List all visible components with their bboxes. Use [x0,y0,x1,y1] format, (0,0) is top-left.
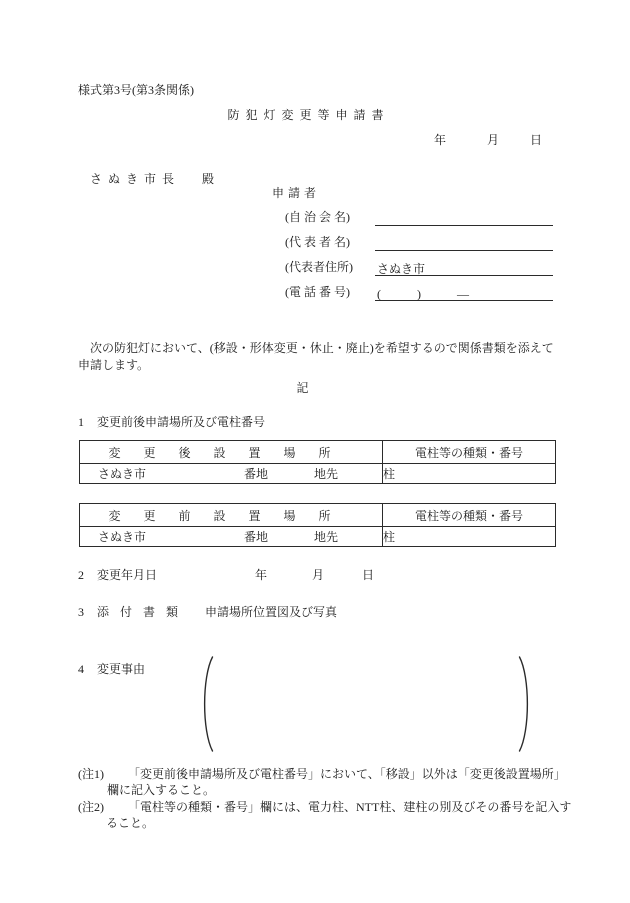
representative-address-field: さぬき市 [375,260,553,276]
addressee-name: さぬき市長 [90,171,181,186]
phone-number-field: ( ) ― [375,285,553,301]
before-change-pole-cell: 柱 [383,527,556,547]
after-change-table [79,440,556,484]
footnote-1-line2: 欄に記入すること。 [107,783,216,797]
section-1-title: 変更前後申請場所及び電柱番号 [97,415,266,429]
after-change-location-cell [80,464,383,484]
city-label: さぬき市 [98,530,147,544]
representative-address-label: (代表者住所) [285,260,353,274]
footnote-2-line1: 「電柱等の種類・番号」欄には、電力柱、NTT柱、建柱の別及びその番号を記入す [128,800,572,814]
section-2-month: 月 [312,568,325,582]
body-paragraph-line2: 申請します。 [78,358,150,372]
addressee-line [78,156,214,203]
section-2-year: 年 [255,568,268,582]
table-header-row [80,441,556,464]
chisaki-label: 地先 [314,467,339,481]
record-mark: 記 [296,381,309,395]
banchi-label: 番地 [244,467,269,481]
addressee-honorific: 殿 [202,171,215,186]
section-2-title: 変更年月日 [97,568,158,582]
phone-number-label: (電 話 番 号) [285,285,350,299]
form-number: 様式第3号(第3条関係) [78,83,194,97]
header-date-year: 年 [434,133,447,147]
section-4-number: 4 [78,662,84,676]
section-2-day: 日 [362,568,375,582]
change-reason-write-in-area [197,655,535,753]
association-name-label: (自 治 会 名) [285,210,350,224]
header-date-day: 日 [530,133,543,147]
footnote-1-line1: 「変更前後申請場所及び電柱番号」において、「移設」以外は「変更後設置場所」 [128,767,566,781]
banchi-label: 番地 [244,530,269,544]
applicant-heading: 申請者 [272,186,321,200]
footnote-1-label: (注1) [78,767,104,781]
association-name-field [375,210,553,226]
section-4-title: 変更事由 [97,662,146,676]
section-3-value: 申請場所位置図及び写真 [205,605,338,619]
table-header-row [80,504,556,527]
pole-type-number-header: 電柱等の種類・番号 [383,441,556,464]
section-3-title: 添付書類 [97,605,190,619]
section-1-number: 1 [78,415,84,429]
footnote-2-line2: ること。 [106,816,155,830]
section-2-number: 2 [78,568,84,582]
before-change-table [79,503,556,547]
representative-name-label: (代 表 者 名) [285,235,350,249]
body-paragraph-line1: 次の防犯灯において、(移設・形体変更・休止・廃止)を希望するので関係書類を添えて [78,341,554,355]
chisaki-label: 地先 [314,530,339,544]
before-change-location-cell [80,527,383,547]
table-row [80,527,556,547]
footnote-2-label: (注2) [78,800,104,814]
section-3-number: 3 [78,605,84,619]
after-change-location-header: 変更後設置場所 [80,441,383,464]
before-change-location-header: 変更前設置場所 [80,504,383,527]
form-title: 防犯灯変更等申請書 [227,108,390,122]
representative-name-field [375,235,553,251]
left-parenthesis-icon [197,655,215,753]
header-date-month: 月 [487,133,500,147]
pole-type-number-header: 電柱等の種類・番号 [383,504,556,527]
after-change-pole-cell: 柱 [383,464,556,484]
table-row [80,464,556,484]
city-label: さぬき市 [98,467,147,481]
right-parenthesis-icon [517,655,535,753]
